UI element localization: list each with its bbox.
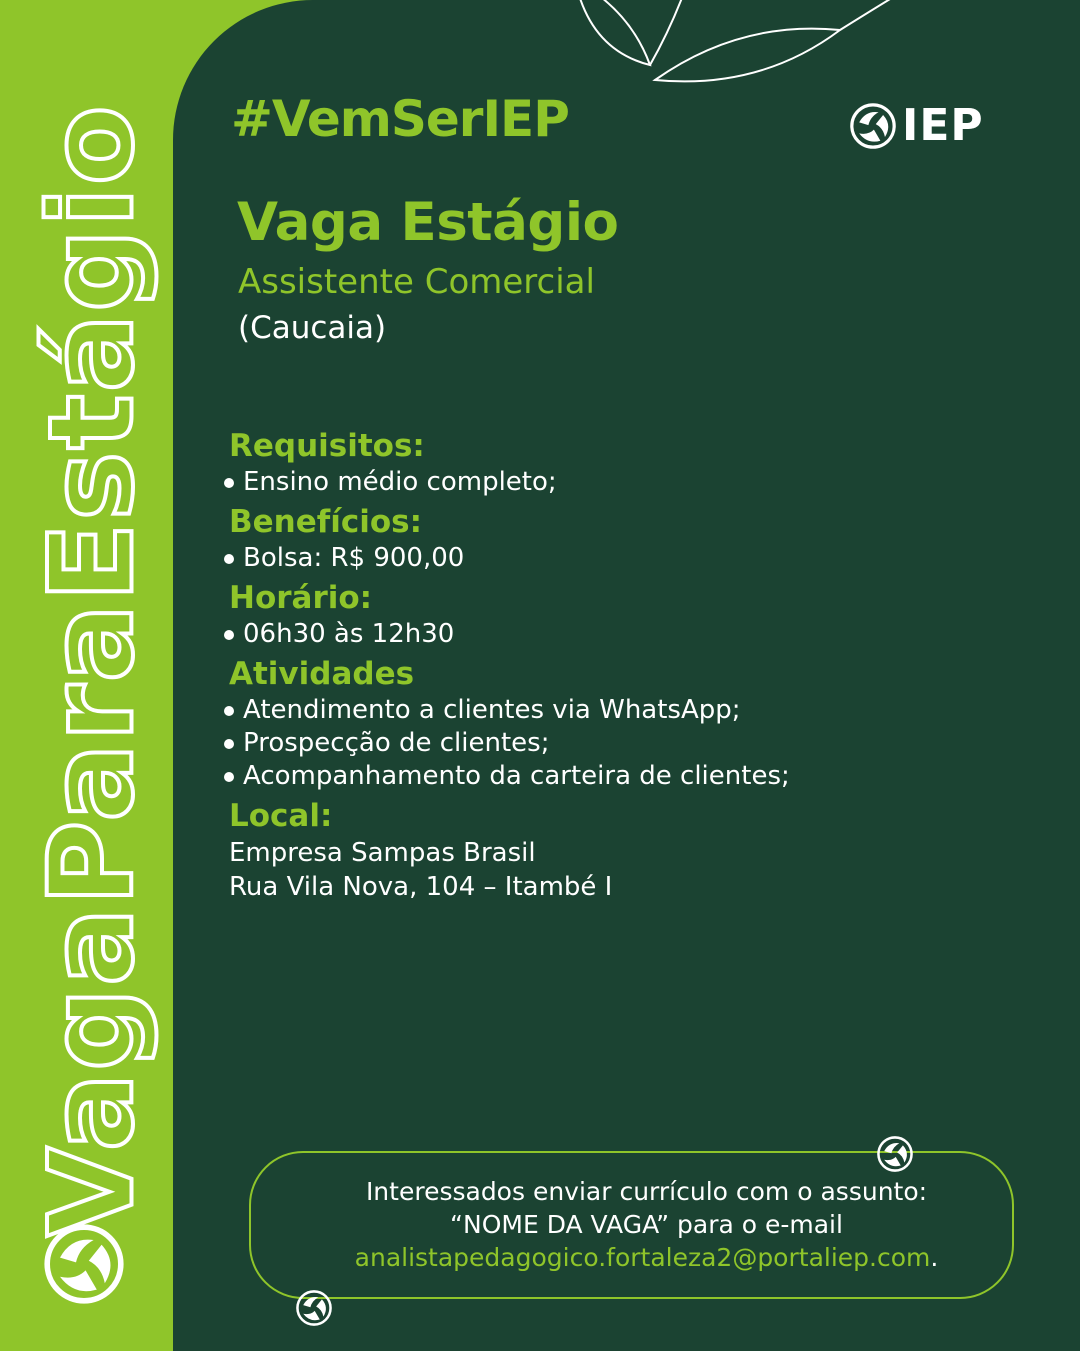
iep-leaf-logo-icon xyxy=(44,1224,124,1304)
bullet-icon xyxy=(224,478,234,488)
list-item: Acompanhamento da carteira de clientes; xyxy=(229,760,1049,793)
beneficios-list xyxy=(229,542,1049,575)
list-item: Atendimento a clientes via WhatsApp; xyxy=(229,694,1049,727)
contact-email-link[interactable]: analistapedagogico.fortaleza2@portaliep.com xyxy=(354,1243,931,1272)
contact-text xyxy=(251,1175,1012,1274)
job-location: (Caucaia) xyxy=(238,310,387,346)
brand-name: IEP xyxy=(902,100,984,151)
hashtag-title: #VemSerIEP xyxy=(231,90,569,148)
bullet-icon xyxy=(224,739,234,749)
job-details xyxy=(229,426,1049,904)
contact-box xyxy=(249,1151,1014,1299)
bullet-icon xyxy=(224,772,234,782)
contact-line-2: “NOME DA VAGA” para o e-mail xyxy=(450,1210,843,1239)
bullet-icon xyxy=(224,706,234,716)
sidebar-vertical-title: VagaParaEstágio xyxy=(24,103,160,1237)
iep-leaf-logo-icon xyxy=(877,1136,913,1172)
horario-list xyxy=(229,618,1049,651)
section-heading-horario: Horário: xyxy=(229,580,373,616)
iep-leaf-logo-icon xyxy=(296,1290,332,1326)
local-company: Empresa Sampas Brasil xyxy=(229,838,536,868)
section-heading-beneficios: Benefícios: xyxy=(229,504,423,540)
section-heading-requisitos: Requisitos: xyxy=(229,428,425,464)
list-item: Ensino médio completo; xyxy=(229,466,1049,499)
bullet-icon xyxy=(224,630,234,640)
list-item: Prospecção de clientes; xyxy=(229,727,1049,760)
contact-email-line: analistapedagogico.fortaleza2@portaliep.com. xyxy=(354,1243,939,1272)
section-heading-atividades: Atividades xyxy=(229,656,415,692)
contact-line-1: Interessados enviar currículo com o assunto: xyxy=(365,1177,928,1206)
bullet-icon xyxy=(224,554,234,564)
page-title: Vaga Estágio xyxy=(237,192,619,253)
local-address: Rua Vila Nova, 104 – Itambé I xyxy=(229,872,613,902)
requisitos-list xyxy=(229,466,1049,499)
brand-logo xyxy=(850,100,984,151)
atividades-list xyxy=(229,694,1049,793)
iep-leaf-logo-icon xyxy=(850,103,896,149)
list-item: 06h30 às 12h30 xyxy=(229,618,1049,651)
section-heading-local: Local: xyxy=(229,798,333,834)
job-role: Assistente Comercial xyxy=(238,262,595,302)
list-item: Bolsa: R$ 900,00 xyxy=(229,542,1049,575)
